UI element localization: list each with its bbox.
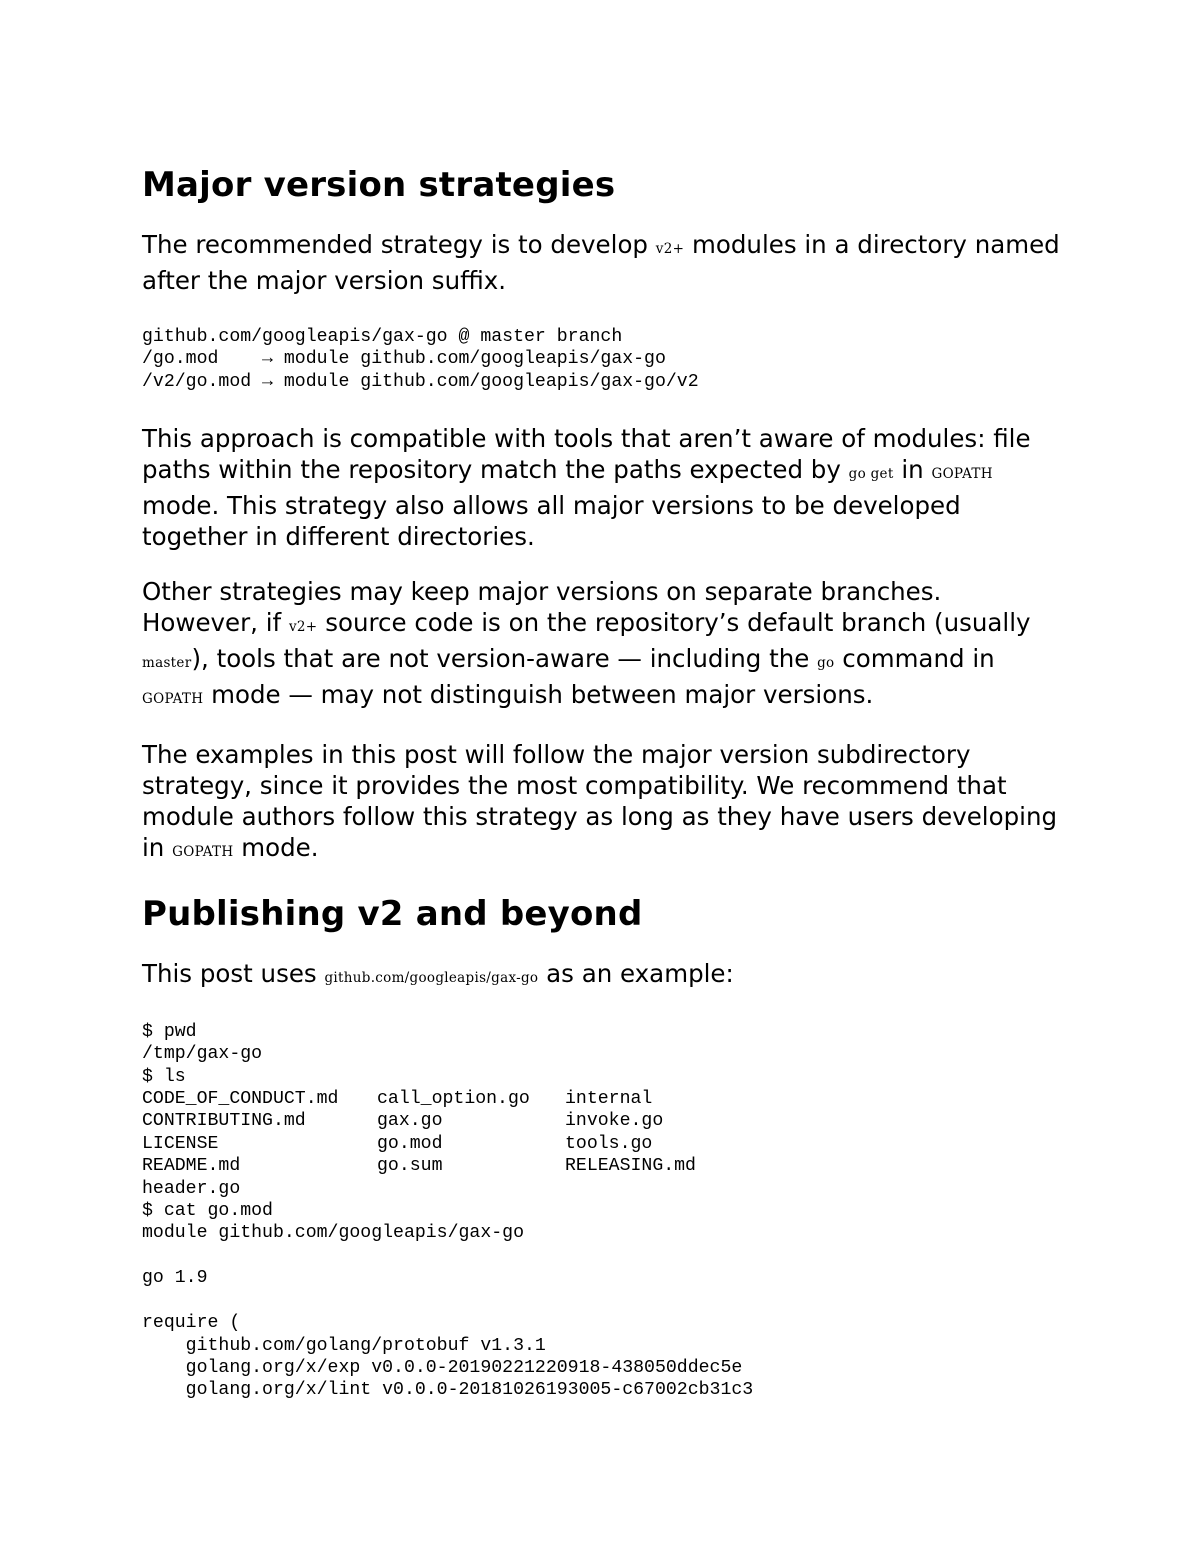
- paragraph-recommended-strategy: The recommended strategy is to develop v2+ modules in a directory named after the major version suffix.: [142, 229, 1060, 295]
- heading-publishing-v2: Publishing v2 and beyond: [142, 894, 643, 935]
- code-line: golang.org/x/lint v0.0.0-20181026193005-c67002cb31c3: [142, 1380, 754, 1401]
- ls-row: header.go: [142, 1178, 241, 1199]
- code-line: require (: [142, 1313, 241, 1334]
- inline-code-v2plus: v2+: [655, 240, 685, 257]
- ls-row: LICENSE go.mod tools.go: [142, 1133, 653, 1154]
- inline-code-repo-path: github.com/googleapis/gax-go: [324, 969, 539, 986]
- code-line: $ ls: [142, 1066, 186, 1087]
- inline-code-v2plus: v2+: [288, 619, 318, 636]
- inline-code-gopath: GOPATH: [142, 691, 204, 708]
- code-line: go 1.9: [142, 1268, 208, 1289]
- code-line: /go.mod → module github.com/googleapis/gax-go: [142, 349, 666, 370]
- heading-major-version-strategies: Major version strategies: [142, 165, 616, 205]
- code-block-terminal-session: [142, 1021, 1060, 1402]
- inline-code-gopath: GOPATH: [172, 844, 234, 861]
- code-line: github.com/googleapis/gax-go @ master branch: [142, 326, 623, 347]
- code-line: $ cat go.mod: [142, 1201, 273, 1222]
- inline-code-go-get: go get: [848, 466, 894, 483]
- inline-code-master: master: [142, 655, 192, 672]
- paragraph-other-strategies: Other strategies may keep major versions on separate branches. However, if v2+ source code is on the repository’s default branch (usually master), tools that are not version-aware — including the go command in GOPATH mode — may not distinguish between major versions.: [142, 577, 1031, 710]
- code-line: golang.org/x/exp v0.0.0-20190221220918-438050ddec5e: [142, 1357, 743, 1378]
- inline-code-go: go: [817, 655, 835, 672]
- ls-row: CODE_OF_CONDUCT.md call_option.go internal: [142, 1089, 653, 1110]
- code-line: /tmp/gax-go: [142, 1044, 263, 1065]
- inline-code-gopath: GOPATH: [931, 466, 993, 483]
- ls-row: README.md go.sum RELEASING.md: [142, 1156, 696, 1177]
- ls-row: CONTRIBUTING.md gax.go invoke.go: [142, 1111, 664, 1132]
- paragraph-examples-follow: The examples in this post will follow the major version subdirectory strategy, since it provides the most compatibility. We recommend that module authors follow this strategy as long as they have users developing in GOPATH mode.: [142, 740, 1058, 863]
- code-line: github.com/golang/protobuf v1.3.1: [142, 1335, 546, 1356]
- paragraph-compatible-approach: This approach is compatible with tools that aren’t aware of modules: file paths within the repository match the paths expected by go get in GOPATH mode. This strategy also allows all major versions to be developed together in different directories.: [142, 424, 1031, 552]
- code-line: module github.com/googleapis/gax-go: [142, 1223, 524, 1244]
- code-block-directory-layout: [142, 326, 1060, 393]
- paragraph-post-uses: This post uses github.com/googleapis/gax-go as an example:: [142, 958, 734, 988]
- code-line: /v2/go.mod → module github.com/googleapis/gax-go/v2: [142, 371, 699, 392]
- code-line: $ pwd: [142, 1021, 197, 1042]
